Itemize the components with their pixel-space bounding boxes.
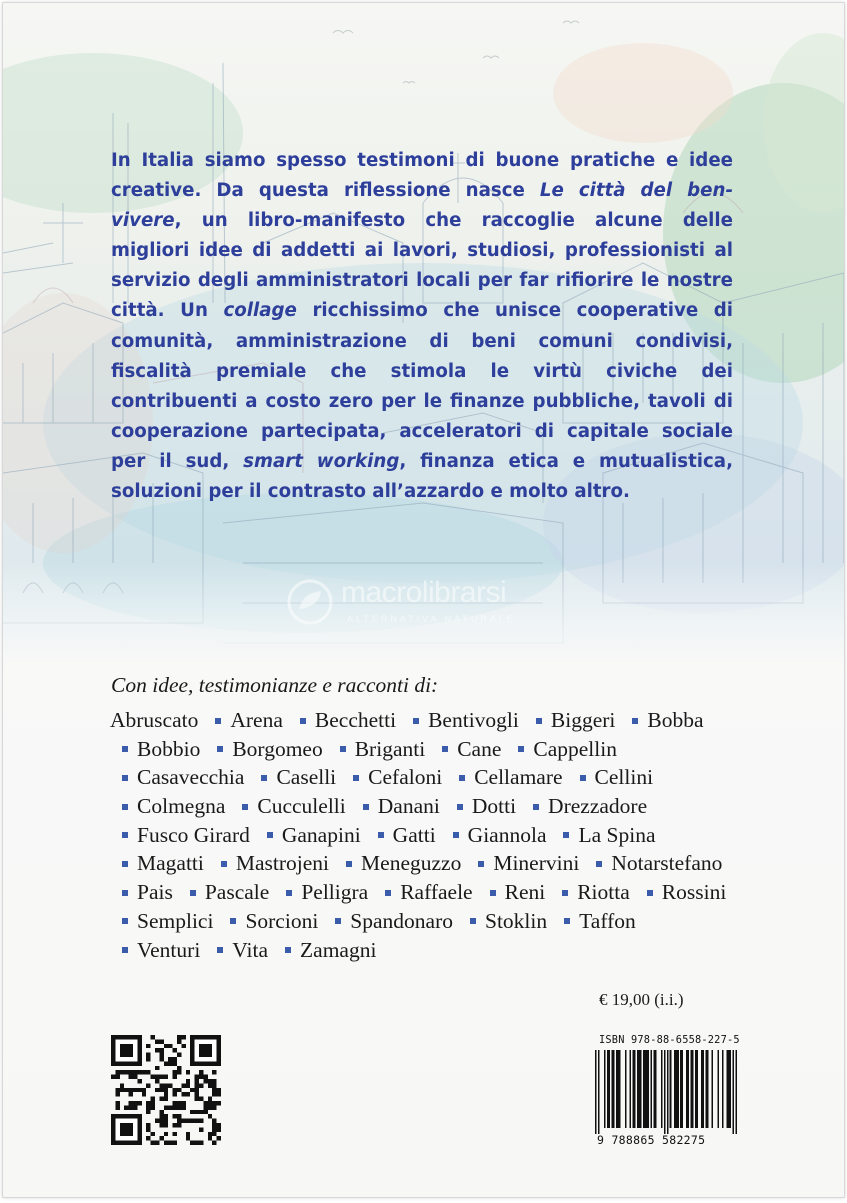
contributor-name-text: Rossini bbox=[661, 880, 727, 905]
contributor-name bbox=[373, 878, 472, 907]
bullet-separator bbox=[122, 804, 128, 810]
contributor-name-text: Bentivogli bbox=[428, 708, 519, 732]
contributor-name bbox=[110, 735, 200, 764]
contributor-name-text: Caselli bbox=[276, 765, 337, 790]
contributor-name-text: Danani bbox=[377, 794, 440, 819]
contributor-name bbox=[110, 821, 250, 850]
isbn-barcode-digits: 9 788865 582275 bbox=[597, 1133, 706, 1147]
bullet-separator bbox=[470, 918, 476, 924]
bullet-separator bbox=[647, 890, 653, 896]
bullet-separator bbox=[632, 718, 638, 724]
bullet-separator bbox=[457, 804, 463, 810]
contributor-name-text: Bobba bbox=[647, 708, 704, 732]
bullet-separator bbox=[335, 918, 341, 924]
contributor-name bbox=[584, 849, 722, 878]
contributor-name-text: Borgomeo bbox=[232, 736, 323, 761]
contributor-name bbox=[110, 936, 200, 965]
watermark-name: macrolibrarsi bbox=[341, 576, 507, 609]
contributor-name-text: Mastrojeni bbox=[235, 851, 330, 876]
contributor-name-text: Abruscato bbox=[110, 708, 199, 732]
bullet-separator bbox=[190, 890, 196, 896]
contributor-name-text: Pais bbox=[137, 880, 173, 905]
smart-working-italic: smart working bbox=[243, 450, 400, 472]
contributor-name-text: Cappellin bbox=[533, 736, 617, 761]
contributor-name-text: Cefaloni bbox=[368, 765, 443, 790]
leaf-logo-icon bbox=[285, 577, 335, 627]
contributor-name bbox=[110, 878, 173, 907]
contributor-name-text: Reni bbox=[504, 880, 546, 905]
contributor-name bbox=[521, 792, 647, 821]
contributor-name bbox=[351, 792, 440, 821]
bullet-separator bbox=[518, 746, 524, 752]
contributor-name bbox=[447, 763, 562, 792]
contributor-name-text: Zamagni bbox=[300, 937, 377, 962]
contributor-name bbox=[445, 792, 516, 821]
contributor-name bbox=[255, 821, 361, 850]
contributor-name bbox=[218, 907, 318, 936]
bullet-separator bbox=[533, 804, 539, 810]
barcode-icon bbox=[595, 1050, 737, 1134]
isbn-label: ISBN 978-88-6558-227-5 bbox=[599, 1034, 740, 1046]
contributor-name bbox=[524, 706, 616, 735]
contributor-name bbox=[506, 735, 617, 764]
contributor-name-text: Casavecchia bbox=[137, 765, 245, 790]
bullet-separator bbox=[217, 947, 223, 953]
contributor-name bbox=[458, 907, 547, 936]
blurb-text-3: ricchissimo che unisce cooperative di comunità, amministrazione di beni comuni condivisi, fiscalità premiale che stimola le virtù civiche dei contribuenti a costo zero per le finanze pubbliche, tavoli di cooperazione partecipata, acceleratori di capitale sociale per il sud, bbox=[111, 300, 733, 472]
contributor-name bbox=[401, 706, 519, 735]
contributor-name-text: Pelligra bbox=[301, 880, 369, 905]
contributor-name-text: Raffaele bbox=[400, 880, 473, 905]
bullet-separator bbox=[536, 718, 542, 724]
contributor-name-text: Spandonaro bbox=[350, 908, 453, 933]
bullet-separator bbox=[122, 832, 128, 838]
book-title-italic: Le città del ben-vivere bbox=[111, 180, 733, 232]
contributor-name-text: Semplici bbox=[137, 908, 214, 933]
contributor-name-text: Riotta bbox=[577, 880, 630, 905]
contributor-name-text: Drezzadore bbox=[548, 794, 648, 819]
contributor-name-text: Becchetti bbox=[314, 708, 397, 732]
bullet-separator bbox=[242, 804, 248, 810]
contributor-name-text: Fusco Girard bbox=[137, 822, 250, 847]
book-back-cover bbox=[3, 3, 844, 1197]
contributor-name-text: Stoklin bbox=[485, 908, 548, 933]
bullet-separator bbox=[122, 918, 128, 924]
bullet-separator bbox=[453, 832, 459, 838]
contributor-name bbox=[568, 763, 654, 792]
bullet-separator bbox=[490, 890, 496, 896]
bullet-separator bbox=[122, 775, 128, 781]
contributor-name bbox=[273, 936, 376, 965]
contributor-name-text: Vita bbox=[232, 937, 269, 962]
contributor-name bbox=[249, 763, 336, 792]
bullet-separator bbox=[564, 918, 570, 924]
qr-code-icon bbox=[111, 1035, 221, 1145]
contributor-name bbox=[110, 849, 204, 878]
contributor-name bbox=[620, 706, 703, 735]
contributor-name-text: Ganapini bbox=[281, 822, 361, 847]
back-cover-blurb bbox=[111, 146, 733, 507]
blurb-text-2: , un libro-manifesto che raccoglie alcune delle migliori idee di addetti ai lavori, studiosi, professionisti al servizio degli amministratori locali per far rifiorire le nostre città. Un bbox=[111, 210, 733, 322]
bullet-separator bbox=[221, 861, 227, 867]
contributor-name bbox=[205, 735, 322, 764]
contributor-name-text: Sorcioni bbox=[245, 908, 319, 933]
bullet-separator bbox=[217, 746, 223, 752]
blurb-text-4: , finanza etica e mutualistica, soluzioni per il contrasto all’azzardo e molto altro. bbox=[111, 450, 733, 503]
contributor-name-text: Minervini bbox=[493, 851, 580, 876]
contributor-name bbox=[203, 706, 283, 735]
contributor-name-text: Gatti bbox=[392, 822, 436, 847]
bullet-separator bbox=[353, 775, 359, 781]
contributor-name bbox=[550, 878, 630, 907]
contributor-name-text: Dotti bbox=[471, 794, 517, 819]
contributor-name-text: Biggeri bbox=[550, 708, 616, 732]
bullet-separator bbox=[215, 718, 221, 724]
bullet-separator bbox=[267, 832, 273, 838]
bullet-separator bbox=[300, 718, 306, 724]
contributor-name bbox=[551, 821, 655, 850]
bullet-separator bbox=[442, 746, 448, 752]
contributor-name bbox=[466, 849, 579, 878]
contributor-name bbox=[341, 763, 442, 792]
bullet-separator bbox=[478, 861, 484, 867]
contributor-name bbox=[328, 735, 425, 764]
contributor-name bbox=[209, 849, 329, 878]
bullet-separator bbox=[563, 832, 569, 838]
bullet-separator bbox=[261, 775, 267, 781]
contributor-name-text: Meneguzzo bbox=[361, 851, 462, 876]
contributor-name bbox=[110, 792, 225, 821]
bullet-separator bbox=[562, 890, 568, 896]
contributor-name-text: Cucculelli bbox=[257, 794, 346, 819]
contributor-name-text: Notarstefano bbox=[611, 851, 723, 876]
contributor-name-text: Cellamare bbox=[474, 765, 563, 790]
contributor-name-text: Pascale bbox=[204, 880, 270, 905]
contributor-name-text: Venturi bbox=[137, 937, 201, 962]
contributor-name bbox=[441, 821, 547, 850]
bullet-separator bbox=[285, 947, 291, 953]
contributor-name-text: Briganti bbox=[354, 736, 426, 761]
bullet-separator bbox=[459, 775, 465, 781]
contributor-name-text: Cellini bbox=[594, 765, 654, 790]
contributor-name bbox=[178, 878, 269, 907]
macrolibrarsi-watermark bbox=[285, 577, 585, 631]
contributor-name bbox=[110, 706, 198, 735]
bullet-separator bbox=[378, 832, 384, 838]
bullet-separator bbox=[413, 718, 419, 724]
contributor-name-text: Giannola bbox=[467, 822, 547, 847]
bullet-separator bbox=[385, 890, 391, 896]
bullet-separator bbox=[230, 918, 236, 924]
contributor-name bbox=[288, 706, 396, 735]
contributor-name-text: Arena bbox=[230, 708, 283, 732]
collage-italic: collage bbox=[223, 300, 297, 322]
contributors-list bbox=[110, 706, 734, 964]
watermark-tagline: ALTERNATIVA NATURALE bbox=[347, 614, 516, 624]
contributor-name bbox=[635, 878, 727, 907]
bullet-separator bbox=[122, 890, 128, 896]
blurb-text-1: In Italia siamo spesso testimoni di buone pratiche e idee creative. Da questa riflessione nasce bbox=[111, 150, 733, 202]
contributor-name bbox=[110, 763, 244, 792]
contributor-name bbox=[334, 849, 461, 878]
bullet-separator bbox=[122, 746, 128, 752]
contributor-name-text: Colmegna bbox=[137, 794, 226, 819]
bullet-separator bbox=[340, 746, 346, 752]
bullet-separator bbox=[580, 775, 586, 781]
bullet-separator bbox=[363, 804, 369, 810]
contributor-name-text: Magatti bbox=[137, 851, 204, 876]
contributor-name-text: Bobbio bbox=[137, 736, 201, 761]
contributor-name bbox=[230, 792, 345, 821]
bullet-separator bbox=[286, 890, 292, 896]
contributor-name bbox=[110, 907, 213, 936]
bullet-separator bbox=[346, 861, 352, 867]
bullet-separator bbox=[596, 861, 602, 867]
contributor-name-text: Taffon bbox=[579, 908, 636, 933]
price-label: € 19,00 (i.i.) bbox=[599, 990, 684, 1009]
contributor-name-text: Cane bbox=[457, 736, 502, 761]
contributor-name bbox=[552, 907, 636, 936]
contributor-name-text: La Spina bbox=[578, 822, 656, 847]
contributor-name bbox=[430, 735, 501, 764]
contributor-name bbox=[366, 821, 436, 850]
contributor-name bbox=[274, 878, 368, 907]
contributor-name bbox=[205, 936, 268, 965]
contributor-name bbox=[323, 907, 453, 936]
contributors-heading: Con idee, testimonianze e racconti di: bbox=[111, 673, 439, 697]
bullet-separator bbox=[122, 947, 128, 953]
contributor-name bbox=[478, 878, 546, 907]
bullet-separator bbox=[122, 861, 128, 867]
